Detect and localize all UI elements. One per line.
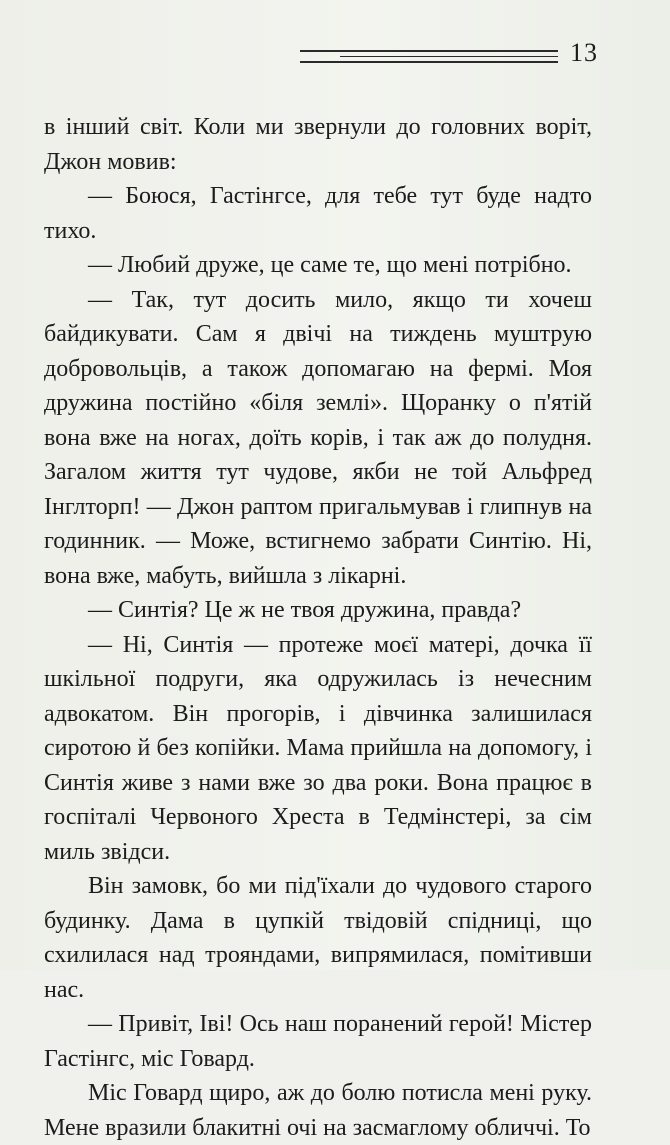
paragraph: Міс Говард щиро, аж до болю потисла мені руку. Мене вразили блакитні очі на засмаглому обличчі. То <box>44 1080 592 1141</box>
header-rule <box>300 50 558 52</box>
header-rule <box>340 56 558 57</box>
paragraph: — Синтія? Це ж не твоя дружина, правда? <box>88 597 522 623</box>
paragraph: — Боюся, Гастінгсе, для тебе тут буде надто тихо. <box>44 183 592 244</box>
paragraph: — Любий друже, це саме те, що мені потрібно. <box>88 252 572 278</box>
paragraph: — Так, тут досить мило, якщо ти хочеш байдикувати. Сам я двічі на тиждень муштрую добровольців, а також допомагаю на фермі. Моя дружина постійно «біля землі». Щоранку о п'ятій вона вже на ногах, доїть корів, і так аж до полудня. Загалом життя тут чудове, якби не той Альфред Інглторп! — Джон раптом пригальмував і глипнув на годинник. — Може, встигнемо забрати Синтію. Ні, вона вже, мабуть, вийшла з лікарні. <box>44 286 592 589</box>
paragraph: — Привіт, Іві! Ось наш поранений герой! Містер Гастінгс, міс Говард. <box>44 1011 592 1072</box>
paragraph: в інший світ. Коли ми звернули до головних воріт, Джон мовив: <box>44 114 592 175</box>
body-text <box>44 110 592 1145</box>
page-number: 13 <box>570 38 598 67</box>
header-rule <box>300 61 558 63</box>
paragraph: — Ні, Синтія — протеже моєї матері, дочка її шкільної подруги, яка одружилась із нечесним адвокатом. Він прогорів, і дівчинка залишилася сиротою й без копійки. Мама прийшла на допомогу, і Синтія живе з нами вже зо два роки. Вона працює в госпіталі Червоного Хреста в Тедмінстері, за сім миль звідси. <box>44 631 592 865</box>
paragraph: Він замовк, бо ми під'їхали до чудового старого будинку. Дама в цупкій твідовій спідниці, що схилилася над трояндами, випрямилася, помітивши нас. <box>44 873 592 1003</box>
